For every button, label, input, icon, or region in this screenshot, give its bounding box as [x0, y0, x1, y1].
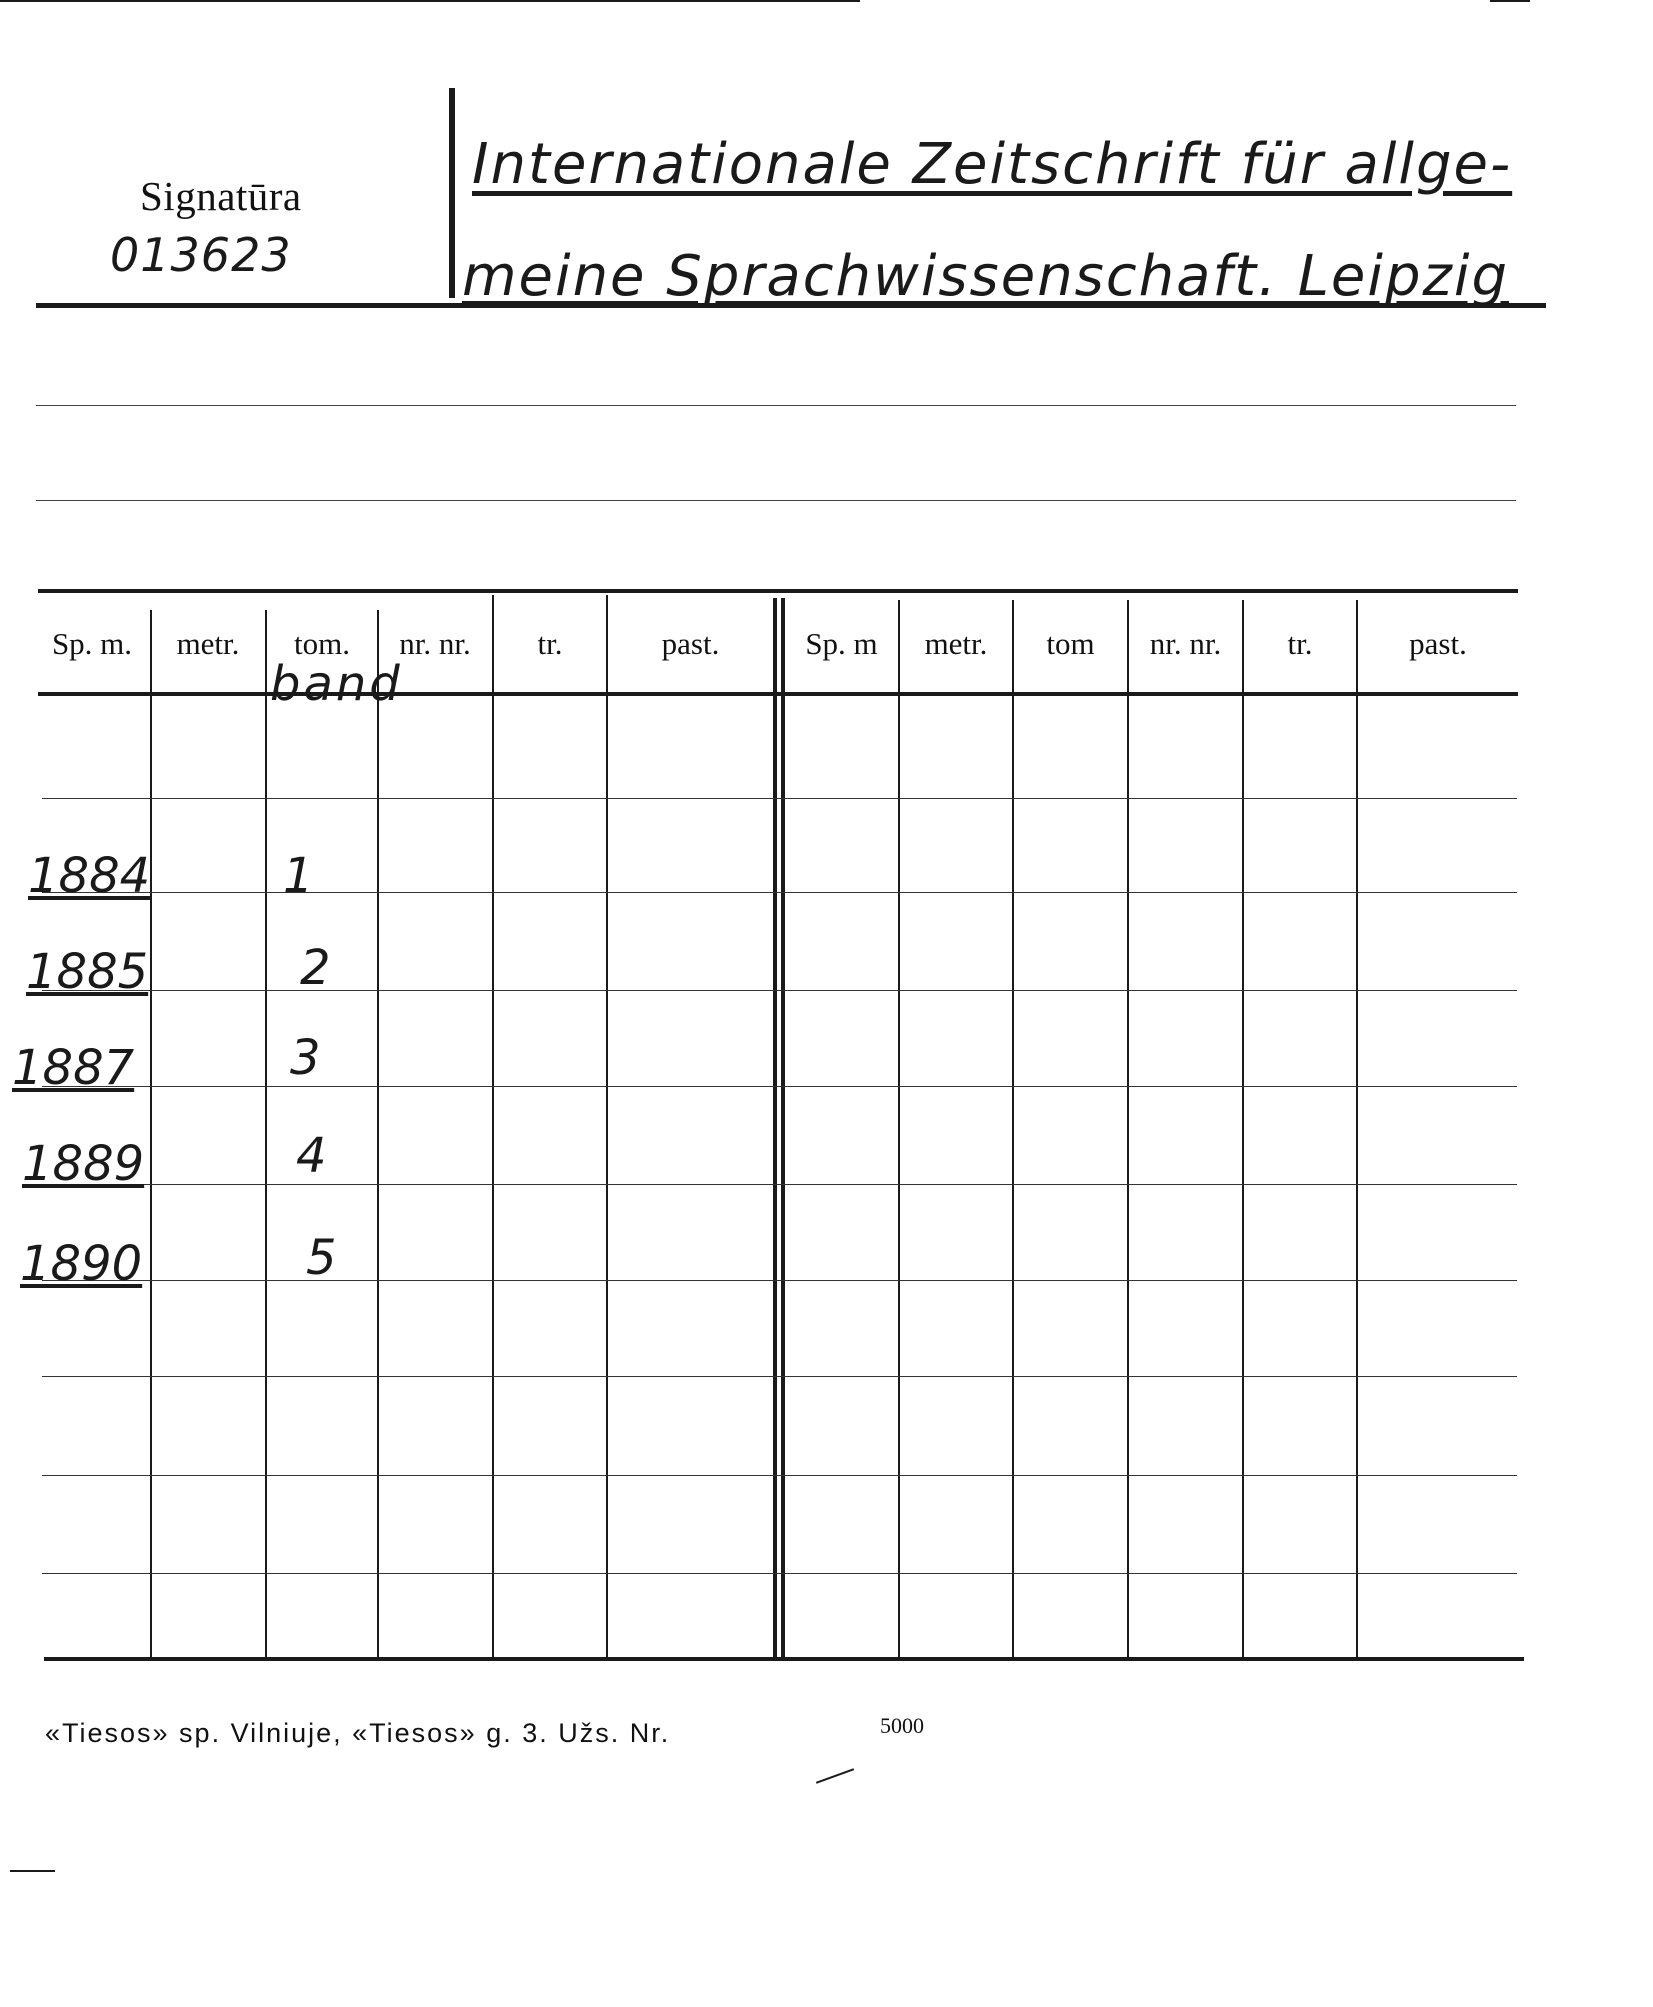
blank-ruled-line — [36, 405, 1516, 406]
header-sp-m-right: Sp. m — [805, 626, 878, 661]
header-past-right: past. — [1409, 626, 1467, 661]
row-line — [42, 1376, 1517, 1377]
header-tom-right: tom — [1046, 626, 1095, 661]
header-divider — [449, 88, 455, 298]
volume-cell: 2 — [300, 940, 331, 996]
year-cell: 1890 — [20, 1236, 143, 1292]
header-nr-right: nr. nr. — [1149, 626, 1222, 661]
column-line — [1242, 600, 1244, 1658]
row-line — [42, 1573, 1517, 1574]
signature-label: Signatūra — [140, 173, 302, 219]
year-cell: 1889 — [22, 1136, 145, 1192]
volume-cell: 3 — [290, 1030, 321, 1086]
row-line — [42, 990, 1517, 991]
title-line-1: Internationale Zeitschrift für allge- — [472, 132, 1513, 197]
scan-mark — [816, 1768, 854, 1784]
column-line — [1127, 600, 1129, 1658]
year-cell: 1887 — [12, 1040, 135, 1096]
row-line — [42, 1280, 1517, 1281]
header-metr-right: metr. — [924, 626, 988, 661]
header-past-left: past. — [661, 626, 720, 661]
printer-imprint: «Tiesos» sp. Vilniuje, «Tiesos» g. 3. Užs. Nr. — [45, 1718, 671, 1748]
row-line — [42, 1086, 1517, 1087]
table-header-bottom-line — [38, 692, 1518, 696]
volume-cell: 4 — [296, 1128, 327, 1184]
column-line — [492, 595, 494, 1658]
year-cell: 1885 — [26, 944, 149, 1000]
blank-ruled-line — [36, 500, 1516, 501]
print-run: 5000 — [880, 1713, 924, 1738]
column-line — [898, 600, 900, 1658]
header-metr-left: metr. — [176, 626, 240, 661]
header-nr-left: nr. nr. — [399, 626, 471, 661]
row-line — [42, 798, 1517, 799]
scan-mark — [10, 1870, 55, 1872]
row-line — [42, 1475, 1517, 1476]
column-line — [265, 610, 267, 1658]
signature-number: 013623 — [110, 228, 292, 282]
column-line — [377, 610, 379, 1658]
title-line-2: meine Sprachwissenschaft. Leipzig — [462, 244, 1509, 309]
header-sp-m-left: Sp. m. — [51, 626, 133, 661]
top-edge-line-right — [1490, 0, 1530, 2]
top-edge-line — [0, 0, 860, 2]
column-line — [150, 610, 152, 1658]
tom-annotation: band — [270, 656, 403, 712]
column-line — [1356, 600, 1358, 1658]
center-double-line — [773, 598, 777, 1658]
row-line — [42, 892, 1517, 893]
column-line — [606, 595, 608, 1658]
volume-cell: 5 — [306, 1230, 337, 1286]
volume-cell: 1 — [283, 848, 314, 904]
header-tr-left: tr. — [537, 626, 563, 661]
center-double-line — [781, 598, 785, 1658]
row-line — [42, 1184, 1517, 1185]
header-tr-right: tr. — [1287, 626, 1313, 661]
year-cell: 1884 — [28, 848, 151, 904]
header-tom-left: tom. — [294, 626, 350, 661]
table-top-line — [38, 589, 1518, 593]
column-line — [1012, 600, 1014, 1658]
